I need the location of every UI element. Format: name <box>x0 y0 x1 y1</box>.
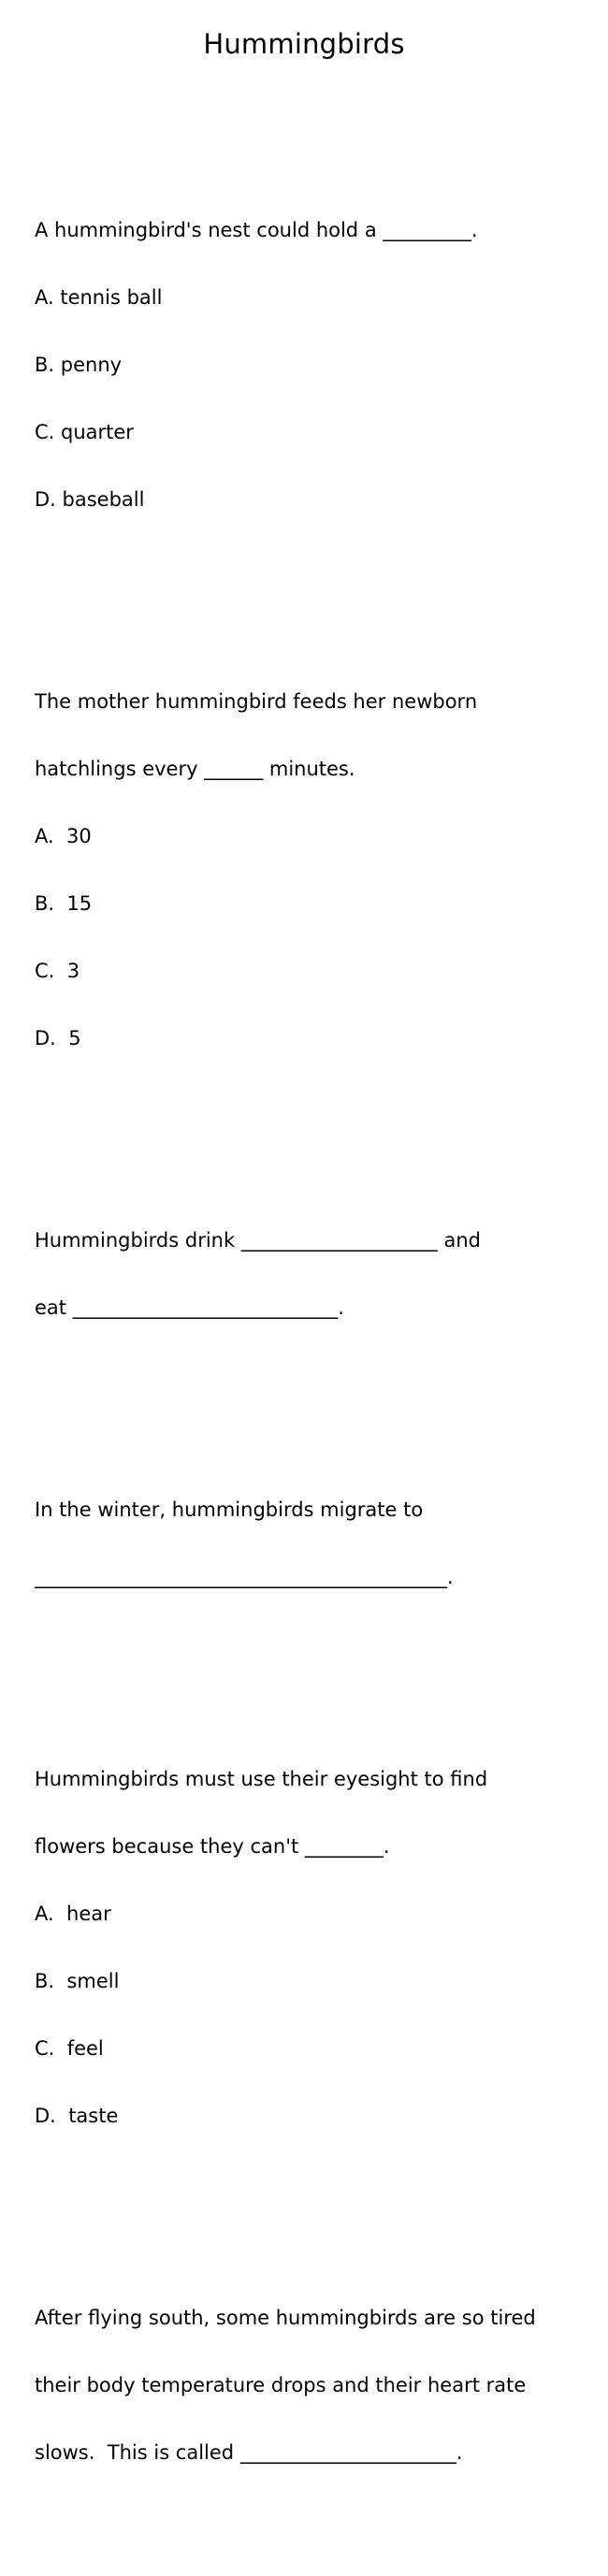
question-6-torpor <box>35 2262 596 2509</box>
question-text: slows. This is called ______________________. <box>35 2441 463 2464</box>
question-text: In the winter, hummingbirds migrate to <box>35 1498 424 1521</box>
question-text: A hummingbird's nest could hold a _________. <box>35 219 478 241</box>
answer-option-d: D. baseball <box>35 488 145 511</box>
question-text: flowers because they can't ________. <box>35 1835 390 1858</box>
question-2-feeding <box>35 645 596 1094</box>
answer-blank: __________________________________________. <box>35 1566 454 1588</box>
answer-option-d: D. 5 <box>35 1027 81 1049</box>
question-5-eyesight <box>35 1723 596 2172</box>
question-text: their body temperature drops and their heart rate <box>35 2374 527 2396</box>
question-text: After flying south, some hummingbirds are so tired <box>35 2307 536 2329</box>
answer-option-a: A. tennis ball <box>35 286 163 309</box>
answer-option-c: C. 3 <box>35 960 80 982</box>
question-text: Hummingbirds drink ____________________ and <box>35 1229 481 1252</box>
answer-option-c: C. feel <box>35 2037 104 2060</box>
question-4-migration <box>35 1454 596 1633</box>
question-3-diet <box>35 1184 596 1364</box>
question-text: hatchlings every ______ minutes. <box>35 758 355 780</box>
worksheet-content <box>35 107 596 2576</box>
answer-option-a: A. 30 <box>35 825 92 847</box>
question-text: Hummingbirds must use their eyesight to find <box>35 1768 488 1790</box>
page-title: Hummingbirds <box>203 28 405 60</box>
question-text: eat ___________________________. <box>35 1296 344 1319</box>
answer-option-a: A. hear <box>35 1903 111 1925</box>
question-text: The mother hummingbird feeds her newborn <box>35 690 478 713</box>
answer-option-b: B. smell <box>35 1970 120 1992</box>
question-1-nest <box>35 174 596 556</box>
answer-option-d: D. taste <box>35 2105 119 2127</box>
answer-option-b: B. 15 <box>35 892 93 915</box>
answer-option-c: C. quarter <box>35 421 134 443</box>
answer-option-b: B. penny <box>35 354 123 376</box>
